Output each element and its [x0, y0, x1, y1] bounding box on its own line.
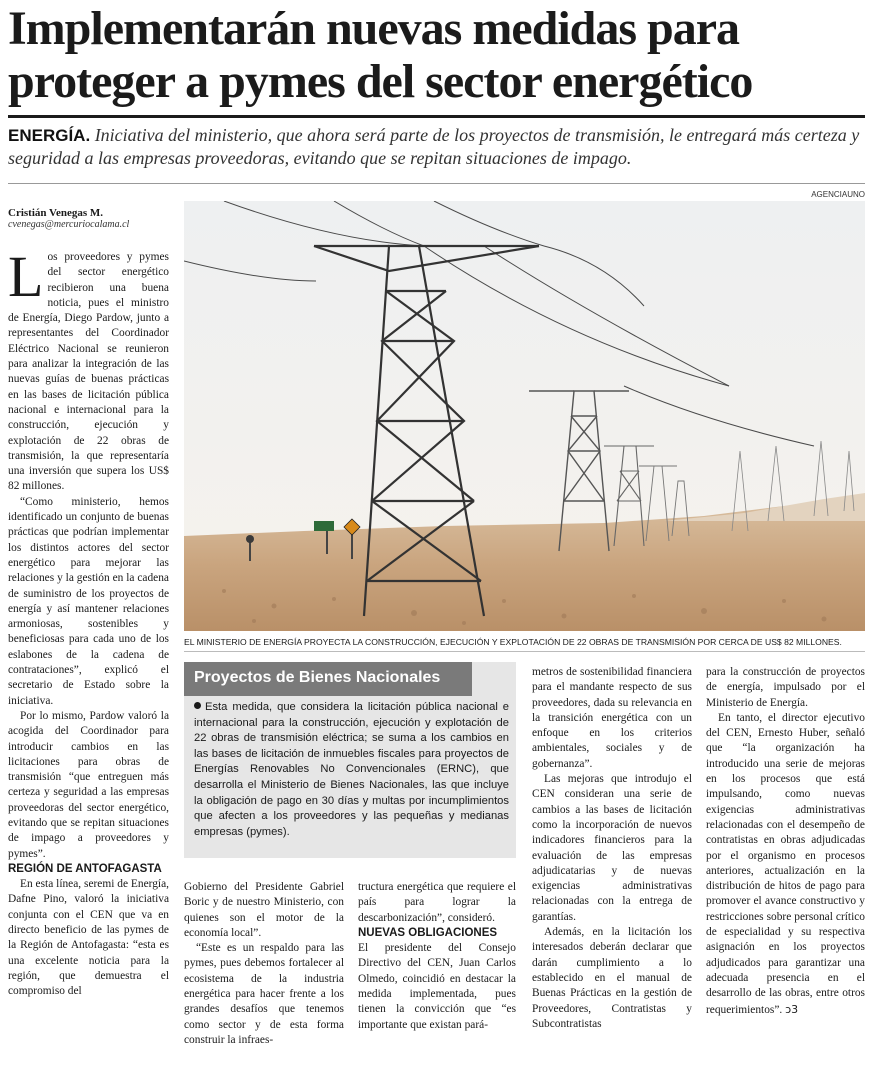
end-mark-icon: ↄ3 [785, 1002, 799, 1016]
kicker: ENERGÍA. [8, 126, 91, 145]
paragraph: En esta línea, seremi de Energía, Dafne Pino, valoró la iniciativa conjunta con el CEN que va en directo beneficio de las pymes de la Región de Antofagasta: “esta es una excelente noticia para la región, que demuestra el compromiso del [8, 878, 169, 998]
column-5 [706, 665, 865, 1018]
sidebar-box-text: Esta medida, que considera la licitación pública nacional e internacional para la construcción, ejecución y explotación de 22 obras de transmisión eléctrica; se suma a los cambios en las bases de licitación de inmuebles fiscales para proyectos de Energías Renovables No Convencionales (ERNC), que desarrolla el Ministerio de Bienes Nacionales, las que incluye la obligación de pago en 30 días y multas por incumplimientos que afecten a los proveedores y las pequeñas y medianas empresas (pymes). [194, 701, 509, 838]
paragraph: tructura energética que requiere el país para lograr la descarbonización”, consideró. [358, 881, 516, 924]
paragraph: para la construcción de proyectos de energía, impulsado por el Ministerio de Energía. [706, 666, 865, 709]
subheading-obligations: NUEVAS OBLIGACIONES [358, 926, 498, 939]
paragraph: metros de sostenibilidad financiera para el mandante respecto de sus proveedores, dada su relevancia en la transición energética con un enfoque en los criterios ambientales, sociales y de gobernanza”. [532, 666, 692, 770]
column-4 [532, 665, 692, 1032]
paragraph: El presidente del Consejo Directivo del CEN, Juan Carlos Olmedo, coincidió en destacar la medida implementada, pues tienen la convicción que “es importante que existan pará- [358, 942, 516, 1031]
paragraph: Las mejoras que introdujo el CEN consideran una serie de cambios a las bases de licitación como la incorporación de nuevos indicadores financieros para la evaluación de las empresas adjudicatarias y de nuevas exigencias administrativas relacionadas con la entrega de garantías. [532, 773, 692, 923]
bullet-icon [194, 702, 201, 709]
paragraph: Gobierno del Presidente Gabriel Boric y de nuestro Ministerio, con quienes son el motor de la economía local”. [184, 881, 344, 939]
paragraph [706, 711, 865, 1018]
photo-credit: AGENCIAUNO [811, 190, 865, 199]
headline-rule [8, 115, 865, 118]
paragraph: “Este es un respaldo para las pymes, pues debemos fortalecer al ecosistema de la industria energética para hacer frente a los grandes desafíos que tenemos como sector y de esta forma construir la infraes- [184, 942, 344, 1046]
sidebar-box-body [194, 700, 509, 840]
paragraph-text: os proveedores y pymes del sector energético recibieron una buena noticia, pues el ministro de Energía, Diego Pardow, junto a representantes del Coordinador Eléctrico Nacional se reunieron para analizar la integración de las nuevas guías de buenas prácticas en las bases de licitación pública nacional e internacional para la construcción, ejecución y explotación de 22 obras de transmisión, la que representaría una inversión que supera los US$ 82 millones. [8, 251, 169, 493]
caption-divider [184, 651, 865, 652]
paragraph: Por lo mismo, Pardow valoró la acogida del Coordinador para introducir cambios en las licitaciones para obras de transmisión “que entreguen más certeza y seguridad a las empresas proveedoras del sector energético, evitando que se repitan situaciones de impago a proveedores y pymes”. [8, 709, 169, 860]
dropcap: L [8, 244, 44, 309]
sidebar-box-title: Proyectos de Bienes Nacionales [194, 669, 441, 686]
byline-name: Cristián Venegas M. [8, 207, 104, 219]
paragraph: “Como ministerio, hemos identificado un conjunto de buenas prácticas que podrían implementar los distintos actores del sector energético para mejorar las relaciones y la gestión en la cadena de suministro de los proyectos de energía y así mantener relaciones armoniosas, sostenibles y beneficiosas para cada uno de los eslabones de la cadena de contrataciones”, explicó el secretario de Estado sobre la iniciativa. [8, 495, 169, 707]
paragraph-text: En tanto, el director ejecutivo del CEN, Ernesto Huber, señaló que “la organización ha introducido una serie de mejoras en los procesos que está impulsando, como nuevas exigencias administrativas relacionadas con el desempeño de contratistas en obras adjudicadas por el organismo en procesos anteriores, actualización en la distribución de hitos de pago para promover el avance constructivo y restricciones sobre personal crítico de especialidad y su respectiva asignación en los proyectos adjudicados para garantizar una adecuada presencia en el desarrollo de las obras, entre otros requerimientos”. [706, 711, 865, 1016]
headline: Implementarán nuevas medidas para proteger a pymes del sector energético [8, 2, 753, 108]
paragraph: Además, en la licitación los interesados deberán declarar que darán cumplimiento a lo establecido en el manual de Buenas Prácticas en la gestión de Proveedores, Contratistas y Subcontratistas [532, 926, 692, 1030]
subheading-region: REGIÓN DE ANTOFAGASTA [8, 862, 162, 875]
column-2 [184, 880, 344, 1048]
photo-caption: EL MINISTERIO DE ENERGÍA PROYECTA LA CONSTRUCCIÓN, EJECUCIÓN Y EXPLOTACIÓN DE 22 OBRAS DE TRANSMISIÓN POR CERCA DE US$ 82 MILLONES. [184, 637, 842, 647]
sidebar-box-header [184, 662, 516, 696]
lede-text: Iniciativa del ministerio, que ahora será parte de los proyectos de transmisión, le entregará más certeza y seguridad a las empresas proveedoras, evitando que se repitan situaciones de impago. [8, 125, 860, 168]
sidebar-box [184, 662, 516, 858]
transmission-towers-illustration [184, 201, 865, 631]
column-3 [358, 880, 516, 1033]
lede [8, 124, 866, 170]
article-photo [184, 201, 865, 631]
divider [8, 183, 865, 184]
byline-email: cvenegas@mercuriocalama.cl [8, 219, 130, 230]
column-1 [8, 244, 169, 1000]
paragraph [8, 244, 169, 495]
byline [8, 207, 178, 230]
